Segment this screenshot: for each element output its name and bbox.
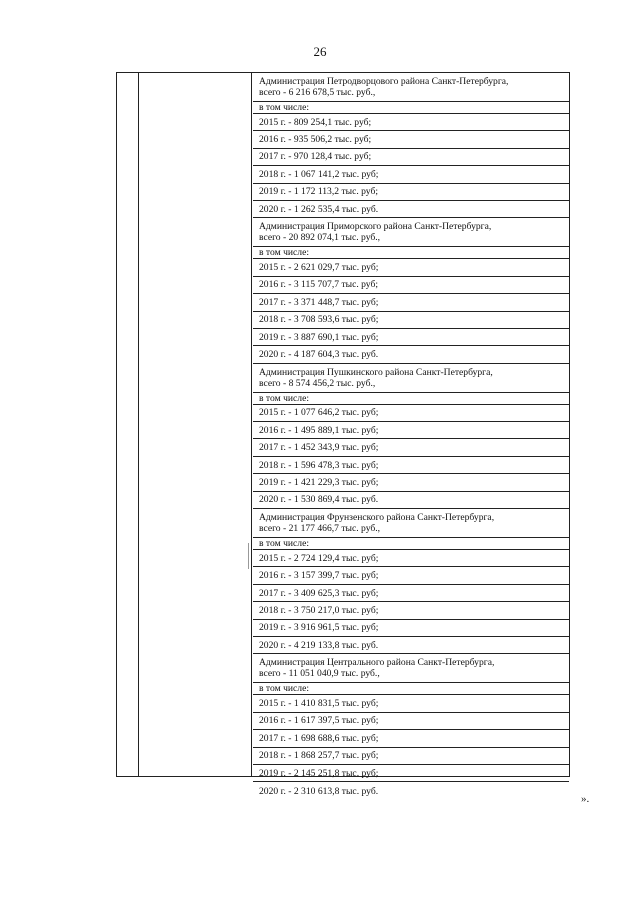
year-row: 2015 г. - 1 410 831,5 тыс. руб; (253, 695, 569, 712)
section-header (253, 73, 569, 102)
column-divider-1 (138, 73, 139, 776)
section-header (253, 364, 569, 393)
year-row: 2015 г. - 2 724 129,4 тыс. руб; (253, 550, 569, 567)
year-row: 2016 г. - 1 495 889,1 тыс. руб; (253, 422, 569, 439)
budget-table (116, 72, 570, 797)
year-row: 2018 г. - 3 750 217,0 тыс. руб; (253, 602, 569, 619)
section-title: Администрация Фрунзенского района Санкт-Петербурга, (259, 512, 495, 524)
year-row: 2020 г. - 2 310 613,8 тыс. руб. (259, 785, 379, 797)
year-row: 2017 г. - 3 409 625,3 тыс. руб; (253, 585, 569, 602)
section-title: Администрация Пушкинского района Санкт-Петербурга, (259, 366, 493, 378)
section-header (253, 218, 569, 247)
year-row: 2019 г. - 1 172 113,2 тыс. руб; (253, 184, 569, 201)
section-total: всего - 11 051 040,9 тыс. руб., (259, 668, 380, 680)
year-row: 2016 г. - 3 157 399,7 тыс. руб; (253, 567, 569, 584)
year-row: 2018 г. - 1 868 257,7 тыс. руб; (253, 748, 569, 765)
year-row: 2016 г. - 935 506,2 тыс. руб; (253, 131, 569, 148)
year-row: 2020 г. - 4 187 604,3 тыс. руб. (253, 346, 569, 363)
column-divider-2 (251, 73, 252, 776)
year-row: 2017 г. - 970 128,4 тыс. руб; (253, 149, 569, 166)
year-row: 2016 г. - 3 115 707,7 тыс. руб; (253, 277, 569, 294)
section-total: всего - 8 574 456,2 тыс. руб., (259, 377, 376, 389)
section-title: Администрация Центрального района Санкт-Петербурга, (259, 657, 495, 669)
year-row: 2017 г. - 1 452 343,9 тыс. руб; (253, 439, 569, 456)
page-number: 26 (313, 44, 327, 59)
year-row: 2017 г. - 3 371 448,7 тыс. руб; (253, 294, 569, 311)
section-subtitle: в том числе: (253, 538, 569, 550)
year-row: 2020 г. - 1 262 535,4 тыс. руб. (253, 201, 569, 218)
year-row: 2019 г. - 1 421 229,3 тыс. руб; (253, 474, 569, 491)
section-subtitle: в том числе: (253, 247, 569, 259)
section-subtitle: в том числе: (253, 102, 569, 114)
section-total: всего - 20 892 074,1 тыс. руб., (259, 232, 381, 244)
section-title: Администрация Петродворцового района Санкт-Петербурга, (259, 76, 509, 87)
section-header (253, 509, 569, 538)
table-rows (253, 73, 569, 800)
year-row: 2019 г. - 3 887 690,1 тыс. руб; (253, 329, 569, 346)
year-row: 2020 г. - 4 219 133,8 тыс. руб. (253, 637, 569, 654)
closing-quote: ». (581, 793, 590, 805)
scan-mark (248, 543, 249, 569)
section-total: всего - 6 216 678,5 тыс. руб., (259, 87, 376, 98)
year-row: 2016 г. - 1 617 397,5 тыс. руб; (253, 713, 569, 730)
year-row: 2020 г. - 1 530 869,4 тыс. руб. (253, 492, 569, 509)
year-row: 2015 г. - 809 254,1 тыс. руб; (253, 114, 569, 131)
year-row: 2018 г. - 3 708 593,6 тыс. руб; (253, 312, 569, 329)
year-row: 2019 г. - 2 145 251,8 тыс. руб; (253, 765, 569, 782)
year-row: 2017 г. - 1 698 688,6 тыс. руб; (253, 730, 569, 747)
year-row: 2018 г. - 1 596 478,3 тыс. руб; (253, 457, 569, 474)
section-header (253, 654, 569, 683)
year-row: 2015 г. - 2 621 029,7 тыс. руб; (253, 259, 569, 276)
year-row: 2018 г. - 1 067 141,2 тыс. руб; (253, 166, 569, 183)
section-title: Администрация Приморского района Санкт-Петербурга, (259, 221, 492, 233)
section-subtitle: в том числе: (253, 683, 569, 695)
year-row: 2019 г. - 3 916 961,5 тыс. руб; (253, 620, 569, 637)
year-row: 2015 г. - 1 077 646,2 тыс. руб; (253, 405, 569, 422)
section-subtitle: в том числе: (253, 393, 569, 405)
section-total: всего - 21 177 466,7 тыс. руб., (259, 523, 381, 535)
